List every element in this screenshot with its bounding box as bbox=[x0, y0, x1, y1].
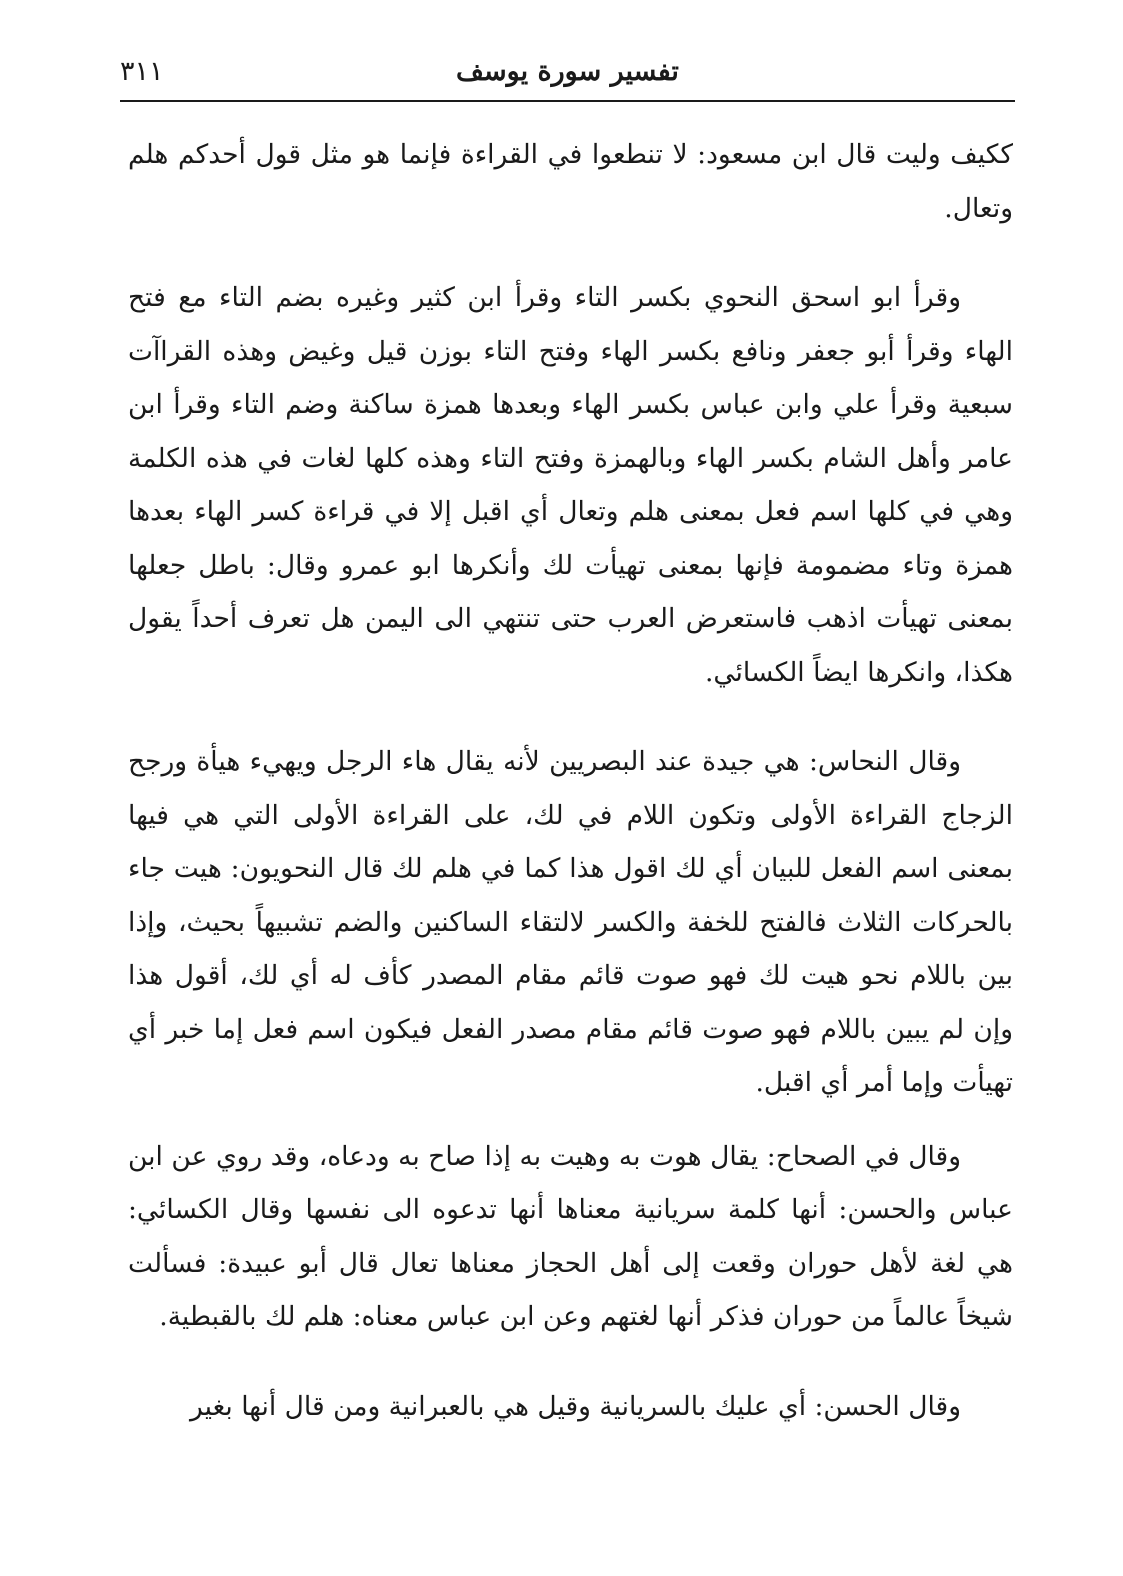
running-header bbox=[120, 52, 1015, 100]
body-text bbox=[128, 128, 1013, 1433]
paragraph-4: وقال في الصحاح: يقال هوت به وهيت به إذا صاح به ودعاه، وقد روي عن ابن عباس والحسن: أنها كلمة سريانية معناها أنها تدعوه الى نفسها وقال الكسائي: هي لغة لأهل حوران وقعت إلى أهل الحجاز معناها تعال قال أبو عبيدة: فسألت شيخاً عالماً من حوران فذكر أنها لغتهم وعن ابن عباس معناه: هلم لك بالقبطية. bbox=[128, 1140, 1013, 1332]
paragraph-1: ككيف وليت قال ابن مسعود: لا تنطعوا في القراءة فإنما هو مثل قول أحدكم هلم وتعال. bbox=[128, 139, 1013, 224]
paragraph-3: وقال النحاس: هي جيدة عند البصريين لأنه يقال هاء الرجل ويهيء هيأة ورجح الزجاج القراءة الأولى وتكون اللام في لك، على القراءة الأولى التي هي فيها بمعنى اسم الفعل للبيان أي لك اقول هذا كما في هلم لك قال النحويون: هيت جاء بالحركات الثلاث فالفتح للخفة والكسر لالتقاء الساكنين والضم تشبيهاً بحيث، وإذا بين باللام نحو هيت لك فهو صوت قائم مقام المصدر كأف له أي لك، أقول هذا وإن لم يبين باللام فهو صوت قائم مقام مصدر الفعل فيكون اسم فعل إما خبر أي تهيأت وإما أمر أي اقبل. bbox=[128, 746, 1013, 1098]
paragraph-5: وقال الحسن: أي عليك بالسريانية وقيل هي بالعبرانية ومن قال أنها بغير bbox=[190, 1390, 961, 1422]
header-divider bbox=[120, 100, 1015, 102]
paragraph-2: وقرأ ابو اسحق النحوي بكسر التاء وقرأ ابن كثير وغيره بضم التاء مع فتح الهاء وقرأ أبو جعفر ونافع بكسر الهاء وفتح التاء بوزن قيل وغيض وهذه القراآت سبعية وقرأ علي وابن عباس بكسر الهاء وبعدها همزة ساكنة وضم التاء وقرأ ابن عامر وأهل الشام بكسر الهاء وبالهمزة وفتح التاء وهذه كلها لغات في هذه الكلمة وهي في كلها اسم فعل بمعنى هلم وتعال أي اقبل إلا في قراءة كسر الهاء بعدها همزة وتاء مضمومة فإنها بمعنى تهيأت لك وأنكرها ابو عمرو وقال: باطل جعلها بمعنى تهيأت اذهب فاستعرض العرب حتى تنتهي الى اليمن هل تعرف أحداً يقول هكذا، وانكرها ايضاً الكسائي. bbox=[128, 282, 1013, 688]
page-number: ٣١١ bbox=[120, 56, 164, 87]
header-title: تفسير سورة يوسف bbox=[456, 56, 679, 87]
